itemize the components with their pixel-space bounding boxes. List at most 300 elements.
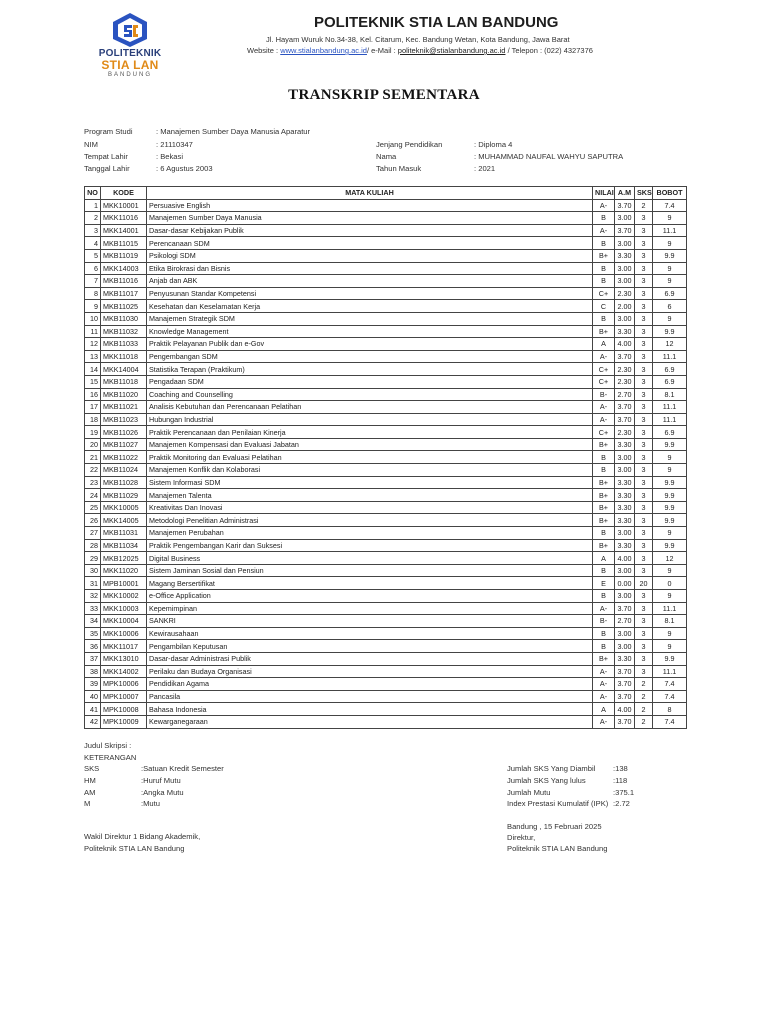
cell-course: Praktik Monitoring dan Evaluasi Pelatihan — [147, 451, 593, 464]
cell-am: 3.70 — [615, 678, 635, 691]
cell-no: 35 — [85, 627, 101, 640]
cell-sks: 3 — [635, 527, 653, 540]
cell-sks: 3 — [635, 564, 653, 577]
cell-grade: A- — [593, 665, 615, 678]
cell-course: Manajemen Konflik dan Kolaborasi — [147, 464, 593, 477]
cell-grade: A — [593, 703, 615, 716]
cell-code: MKK11016 — [101, 212, 147, 225]
cell-am: 3.00 — [615, 212, 635, 225]
cell-code: MKK10004 — [101, 615, 147, 628]
email-label: / e-Mail : — [366, 46, 398, 55]
cell-am: 4.00 — [615, 552, 635, 565]
cell-no: 11 — [85, 325, 101, 338]
cell-am: 3.00 — [615, 640, 635, 653]
table-row — [85, 640, 687, 653]
cell-weight: 8 — [653, 703, 687, 716]
cell-no: 33 — [85, 602, 101, 615]
cell-no: 27 — [85, 527, 101, 540]
table-row — [85, 363, 687, 376]
cell-code: MPK10009 — [101, 715, 147, 728]
table-row — [85, 577, 687, 590]
cell-weight: 9 — [653, 564, 687, 577]
cell-weight: 9.9 — [653, 249, 687, 262]
cell-weight: 9 — [653, 451, 687, 464]
cell-grade: B+ — [593, 514, 615, 527]
pob-label: Tempat Lahir — [84, 152, 128, 161]
cell-course: Psikologi SDM — [147, 249, 593, 262]
cell-course: Analisis Kebutuhan dan Perencanaan Pelatihan — [147, 401, 593, 414]
logo-line-3: BANDUNG — [107, 72, 152, 78]
table-row — [85, 476, 687, 489]
nim-value: : 21110347 — [156, 140, 193, 149]
cell-weight: 9 — [653, 527, 687, 540]
cell-course: Kewirausahaan — [147, 627, 593, 640]
document-title: TRANSKRIP SEMENTARA — [288, 87, 480, 103]
cell-grade: A- — [593, 690, 615, 703]
table-row — [85, 401, 687, 414]
cell-course: Manajemen Strategik SDM — [147, 312, 593, 325]
cell-course: Manajemen Talenta — [147, 489, 593, 502]
cell-am: 3.30 — [615, 438, 635, 451]
cell-course: Persuasive English — [147, 199, 593, 212]
cell-no: 29 — [85, 552, 101, 565]
cell-weight: 7.4 — [653, 199, 687, 212]
cell-am: 2.30 — [615, 426, 635, 439]
cell-course: Kewarganegaraan — [147, 715, 593, 728]
name-label: Nama — [376, 152, 397, 161]
cell-am: 4.00 — [615, 338, 635, 351]
cell-code: MKK14001 — [101, 224, 147, 237]
institution-address: Jl. Hayam Wuruk No.34-38, Kel. Citarum, Kec. Bandung Wetan, Kota Bandung, Jawa Barat — [266, 35, 570, 44]
table-row — [85, 451, 687, 464]
cell-course: SANKRI — [147, 615, 593, 628]
cell-code: MKB11017 — [101, 287, 147, 300]
cell-am: 3.70 — [615, 602, 635, 615]
cell-sks: 3 — [635, 489, 653, 502]
table-row — [85, 665, 687, 678]
cell-course: Kepemimpinan — [147, 602, 593, 615]
table-row — [85, 375, 687, 388]
cell-course: Manajemen Kompensasi dan Evaluasi Jabatan — [147, 438, 593, 451]
table-row — [85, 602, 687, 615]
cell-course: Pengembangan SDM — [147, 350, 593, 363]
legend-key: M — [84, 799, 91, 808]
cell-no: 18 — [85, 413, 101, 426]
cell-am: 3.70 — [615, 690, 635, 703]
cell-weight: 9.9 — [653, 438, 687, 451]
grades-table-body — [85, 199, 687, 728]
cell-code: MKK13010 — [101, 652, 147, 665]
institution-name: POLITEKNIK STIA LAN BANDUNG — [314, 14, 559, 31]
cell-sks: 3 — [635, 388, 653, 401]
cell-am: 3.30 — [615, 514, 635, 527]
cell-weight: 9 — [653, 464, 687, 477]
cell-weight: 9 — [653, 212, 687, 225]
cell-grade: B — [593, 212, 615, 225]
cell-no: 34 — [85, 615, 101, 628]
cell-code: MKK10006 — [101, 627, 147, 640]
table-row — [85, 715, 687, 728]
cell-course: Penyusunan Standar Kompetensi — [147, 287, 593, 300]
cell-sks: 3 — [635, 325, 653, 338]
cell-grade: C+ — [593, 287, 615, 300]
cell-no: 14 — [85, 363, 101, 376]
table-row — [85, 489, 687, 502]
cell-am: 3.70 — [615, 401, 635, 414]
cell-grade: B — [593, 312, 615, 325]
cell-sks: 2 — [635, 199, 653, 212]
table-row — [85, 249, 687, 262]
cell-am: 3.30 — [615, 249, 635, 262]
cell-course: Praktik Perencanaan dan Penilaian Kinerja — [147, 426, 593, 439]
cell-am: 3.70 — [615, 715, 635, 728]
legend-title: KETERANGAN — [84, 753, 137, 762]
table-row — [85, 325, 687, 338]
cell-course: Digital Business — [147, 552, 593, 565]
cell-code: MKB11033 — [101, 338, 147, 351]
table-row — [85, 501, 687, 514]
cell-grade: B — [593, 590, 615, 603]
cell-grade: B — [593, 275, 615, 288]
legend-key: HM — [84, 776, 96, 785]
table-row — [85, 199, 687, 212]
summary-label: Jumlah SKS Yang Diambil — [507, 764, 596, 773]
cell-no: 1 — [85, 199, 101, 212]
sign-right-institution: Politeknik STIA LAN Bandung — [507, 844, 608, 853]
cell-course: Pancasila — [147, 690, 593, 703]
cell-am: 3.70 — [615, 199, 635, 212]
table-row — [85, 552, 687, 565]
cell-grade: B — [593, 237, 615, 250]
cell-course: Magang Bersertifikat — [147, 577, 593, 590]
cell-am: 3.70 — [615, 350, 635, 363]
cell-am: 3.00 — [615, 564, 635, 577]
cell-weight: 9.9 — [653, 501, 687, 514]
table-row — [85, 527, 687, 540]
cell-sks: 3 — [635, 338, 653, 351]
summary-value: :2.72 — [613, 799, 630, 808]
cell-no: 41 — [85, 703, 101, 716]
cell-no: 22 — [85, 464, 101, 477]
cell-sks: 3 — [635, 627, 653, 640]
cell-sks: 3 — [635, 501, 653, 514]
cell-code: MPK10008 — [101, 703, 147, 716]
cell-no: 6 — [85, 262, 101, 275]
cell-sks: 3 — [635, 426, 653, 439]
cell-weight: 9.9 — [653, 652, 687, 665]
cell-no: 36 — [85, 640, 101, 653]
cell-grade: B- — [593, 388, 615, 401]
cell-sks: 3 — [635, 640, 653, 653]
cell-code: MKB11018 — [101, 375, 147, 388]
cell-no: 2 — [85, 212, 101, 225]
sign-left-title: Wakil Direktur 1 Bidang Akademik, — [84, 832, 201, 841]
cell-sks: 3 — [635, 552, 653, 565]
program-label: Program Studi — [84, 127, 133, 136]
cell-code: MKK10005 — [101, 501, 147, 514]
cell-course: Hubungan Industrial — [147, 413, 593, 426]
cell-sks: 3 — [635, 413, 653, 426]
cell-sks: 3 — [635, 224, 653, 237]
cell-grade: A — [593, 552, 615, 565]
cell-sks: 2 — [635, 715, 653, 728]
summary-label: Jumlah SKS Yang lulus — [507, 776, 586, 785]
cell-grade: C+ — [593, 375, 615, 388]
nim-label: NIM — [84, 140, 98, 149]
table-row — [85, 350, 687, 363]
table-row — [85, 438, 687, 451]
cell-weight: 11.1 — [653, 413, 687, 426]
cell-code: MKK11017 — [101, 640, 147, 653]
cell-am: 3.30 — [615, 476, 635, 489]
cell-grade: B — [593, 464, 615, 477]
cell-grade: A — [593, 338, 615, 351]
grades-table — [84, 186, 687, 729]
cell-grade: A- — [593, 350, 615, 363]
cell-course: Perilaku dan Budaya Organisasi — [147, 665, 593, 678]
cell-grade: A- — [593, 602, 615, 615]
cell-no: 16 — [85, 388, 101, 401]
cell-sks: 3 — [635, 312, 653, 325]
cell-code: MKB11019 — [101, 249, 147, 262]
cell-sks: 20 — [635, 577, 653, 590]
sign-left-institution: Politeknik STIA LAN Bandung — [84, 844, 185, 853]
cell-course: Perencanaan SDM — [147, 237, 593, 250]
cell-course: Praktik Pelayanan Publik dan e-Gov — [147, 338, 593, 351]
header-nilai: NILAI — [593, 187, 615, 200]
cell-weight: 9 — [653, 640, 687, 653]
logo-line-1: POLITEKNIK — [98, 48, 162, 59]
cell-am: 2.00 — [615, 300, 635, 313]
sign-right-title: Direktur, — [507, 833, 536, 842]
table-row — [85, 464, 687, 477]
cell-am: 3.00 — [615, 527, 635, 540]
cell-am: 2.30 — [615, 287, 635, 300]
cell-sks: 3 — [635, 249, 653, 262]
cell-am: 2.70 — [615, 388, 635, 401]
header-am: A.M — [615, 187, 635, 200]
header-no: NO — [85, 187, 101, 200]
cell-am: 3.00 — [615, 275, 635, 288]
cell-grade: A- — [593, 401, 615, 414]
cell-course: Etika Birokrasi dan Bisnis — [147, 262, 593, 275]
cell-grade: B+ — [593, 652, 615, 665]
cell-no: 15 — [85, 375, 101, 388]
cell-grade: B- — [593, 615, 615, 628]
cell-weight: 9.9 — [653, 514, 687, 527]
phone-label: / Telepon : — [505, 46, 545, 55]
cell-no: 17 — [85, 401, 101, 414]
cell-sks: 3 — [635, 615, 653, 628]
cell-course: Sistem Informasi SDM — [147, 476, 593, 489]
cell-code: MPK10006 — [101, 678, 147, 691]
legend-value: :Satuan Kredit Semester — [141, 764, 224, 773]
cell-no: 12 — [85, 338, 101, 351]
cell-course: Pengadaan SDM — [147, 375, 593, 388]
cell-am: 4.00 — [615, 703, 635, 716]
cell-weight: 11.1 — [653, 224, 687, 237]
table-header-row — [85, 187, 687, 200]
cell-course: Sistem Jaminan Sosial dan Pensiun — [147, 564, 593, 577]
cell-no: 32 — [85, 590, 101, 603]
table-row — [85, 703, 687, 716]
cell-am: 3.00 — [615, 464, 635, 477]
program-value: : Manajemen Sumber Daya Manusia Aparatur — [156, 127, 311, 136]
cell-no: 25 — [85, 501, 101, 514]
cell-weight: 11.1 — [653, 602, 687, 615]
cell-code: MKB11021 — [101, 401, 147, 414]
cell-sks: 3 — [635, 212, 653, 225]
table-row — [85, 338, 687, 351]
cell-sks: 3 — [635, 539, 653, 552]
cell-no: 7 — [85, 275, 101, 288]
cell-code: MKK11020 — [101, 564, 147, 577]
cell-course: Knowledge Management — [147, 325, 593, 338]
cell-course: Statistika Terapan (Praktikum) — [147, 363, 593, 376]
cell-weight: 9 — [653, 590, 687, 603]
cell-sks: 2 — [635, 703, 653, 716]
legend-key: SKS — [84, 764, 100, 773]
year-label: Tahun Masuk — [376, 164, 422, 173]
cell-course: Pendidikan Agama — [147, 678, 593, 691]
cell-weight: 9 — [653, 627, 687, 640]
thesis-label: Judul Skripsi : — [84, 741, 132, 750]
cell-code: MKB11023 — [101, 413, 147, 426]
cell-weight: 7.4 — [653, 690, 687, 703]
cell-no: 8 — [85, 287, 101, 300]
summary-label: Jumlah Mutu — [507, 788, 551, 797]
cell-code: MKB11032 — [101, 325, 147, 338]
header-bobot: BOBOT — [653, 187, 687, 200]
cell-code: MKK10001 — [101, 199, 147, 212]
cell-sks: 3 — [635, 275, 653, 288]
cell-no: 31 — [85, 577, 101, 590]
cell-grade: A- — [593, 224, 615, 237]
cell-sks: 3 — [635, 375, 653, 388]
cell-am: 3.00 — [615, 627, 635, 640]
cell-code: MKK14002 — [101, 665, 147, 678]
cell-grade: B — [593, 564, 615, 577]
legend-value: :Angka Mutu — [141, 788, 184, 797]
cell-weight: 9 — [653, 312, 687, 325]
cell-grade: E — [593, 577, 615, 590]
cell-code: MKB11016 — [101, 275, 147, 288]
cell-am: 3.00 — [615, 590, 635, 603]
summary-value: :138 — [613, 764, 628, 773]
cell-weight: 12 — [653, 338, 687, 351]
table-row — [85, 212, 687, 225]
legend-value: :Mutu — [141, 799, 160, 808]
cell-grade: B — [593, 627, 615, 640]
cell-code: MKB11027 — [101, 438, 147, 451]
cell-sks: 3 — [635, 300, 653, 313]
cell-no: 26 — [85, 514, 101, 527]
dob-value: : 6 Agustus 2003 — [156, 164, 213, 173]
header-sks: SKS — [635, 187, 653, 200]
cell-grade: A- — [593, 715, 615, 728]
cell-sks: 3 — [635, 451, 653, 464]
cell-no: 38 — [85, 665, 101, 678]
table-row — [85, 312, 687, 325]
phone-number: (022) 4327376 — [544, 46, 593, 55]
header-mata-kuliah: MATA KULIAH — [147, 187, 593, 200]
cell-grade: B — [593, 451, 615, 464]
cell-grade: B — [593, 527, 615, 540]
cell-code: MKB11028 — [101, 476, 147, 489]
cell-code: MKB11031 — [101, 527, 147, 540]
cell-no: 3 — [85, 224, 101, 237]
cell-am: 3.30 — [615, 489, 635, 502]
cell-course: Metodologi Penelitian Administrasi — [147, 514, 593, 527]
cell-sks: 2 — [635, 678, 653, 691]
cell-no: 28 — [85, 539, 101, 552]
cell-code: MKB11015 — [101, 237, 147, 250]
cell-code: MKB11025 — [101, 300, 147, 313]
cell-grade: B+ — [593, 249, 615, 262]
table-row — [85, 678, 687, 691]
table-row — [85, 690, 687, 703]
cell-no: 39 — [85, 678, 101, 691]
cell-grade: B+ — [593, 539, 615, 552]
name-value: : MUHAMMAD NAUFAL WAHYU SAPUTRA — [474, 152, 624, 161]
cell-sks: 3 — [635, 237, 653, 250]
cell-sks: 3 — [635, 350, 653, 363]
cell-weight: 9 — [653, 262, 687, 275]
cell-no: 30 — [85, 564, 101, 577]
level-value: : Diploma 4 — [474, 140, 513, 149]
level-label: Jenjang Pendidikan — [376, 140, 443, 149]
cell-weight: 6 — [653, 300, 687, 313]
table-row — [85, 237, 687, 250]
cell-code: MKB11029 — [101, 489, 147, 502]
table-row — [85, 615, 687, 628]
website-label: Website : — [247, 46, 281, 55]
table-row — [85, 275, 687, 288]
cell-grade: A- — [593, 413, 615, 426]
cell-sks: 3 — [635, 476, 653, 489]
table-row — [85, 413, 687, 426]
cell-weight: 11.1 — [653, 350, 687, 363]
cell-sks: 3 — [635, 514, 653, 527]
cell-weight: 6.9 — [653, 375, 687, 388]
cell-am: 2.30 — [615, 363, 635, 376]
cell-weight: 11.1 — [653, 665, 687, 678]
table-row — [85, 224, 687, 237]
email-link[interactable]: politeknik@stialanbandung.ac.id — [397, 46, 506, 55]
cell-no: 20 — [85, 438, 101, 451]
cell-code: MKB11026 — [101, 426, 147, 439]
cell-sks: 3 — [635, 652, 653, 665]
table-row — [85, 590, 687, 603]
cell-grade: C+ — [593, 363, 615, 376]
cell-course: Praktik Pengembangan Karir dan Suksesi — [147, 539, 593, 552]
table-row — [85, 564, 687, 577]
cell-weight: 9.9 — [653, 539, 687, 552]
summary-label: Index Prestasi Kumulatif (IPK) — [507, 799, 609, 808]
website-link[interactable]: www.stialanbandung.ac.id — [280, 46, 367, 55]
cell-no: 24 — [85, 489, 101, 502]
cell-code: MKK11018 — [101, 350, 147, 363]
cell-no: 19 — [85, 426, 101, 439]
cell-weight: 7.4 — [653, 678, 687, 691]
cell-am: 3.70 — [615, 413, 635, 426]
cell-weight: 9 — [653, 237, 687, 250]
table-row — [85, 426, 687, 439]
cell-grade: C+ — [593, 426, 615, 439]
cell-weight: 0 — [653, 577, 687, 590]
cell-sks: 2 — [635, 690, 653, 703]
cell-code: MKB11034 — [101, 539, 147, 552]
